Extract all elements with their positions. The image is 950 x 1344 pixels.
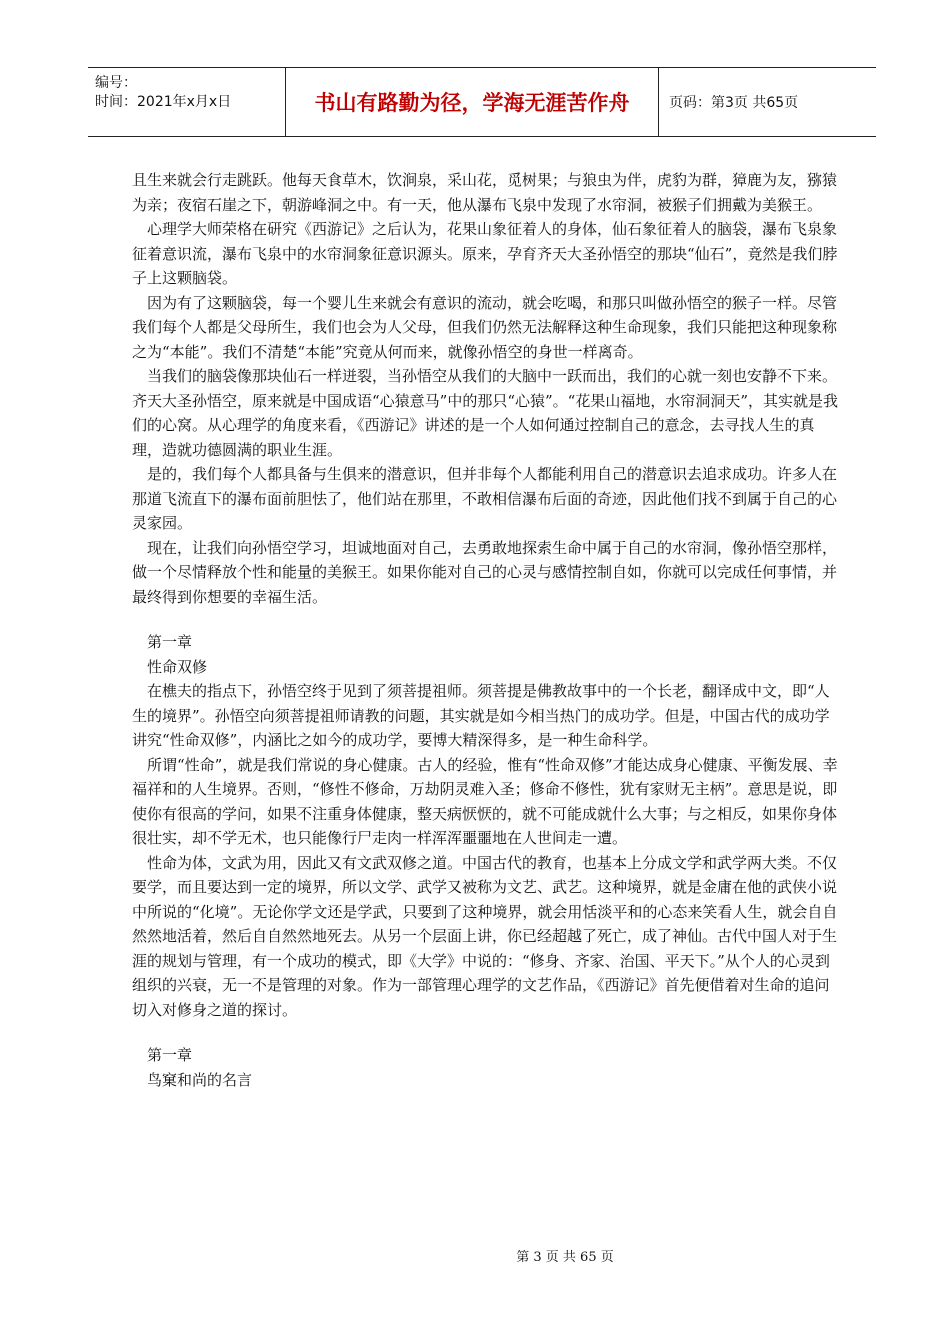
paragraph: 是的，我们每个人都具备与生俱来的潜意识，但并非每个人都能利用自己的潜意识去追求成功。许多人在那道飞流直下的瀑布面前胆怯了，他们站在那里，不敢相信瀑布后面的奇迹，因此他们找不到属于自己的心灵家园。 bbox=[132, 465, 838, 532]
section-title: 性命双修 bbox=[147, 657, 208, 676]
paragraph: 在樵夫的指点下，孙悟空终于见到了须菩提祖师。须菩提是佛教故事中的一个长老，翻译成中文，即“人生的境界”。孙悟空向须菩提祖师请教的问题，其实就是如今相当热门的成功学。但是，中国古代的成功学讲究“性命双修”，内涵比之如今的成功学，要博大精深得多，是一种生命科学。 bbox=[132, 682, 830, 749]
document-date: 时间：2021年x月x日 bbox=[95, 94, 232, 110]
paragraph: 因为有了这颗脑袋，每一个婴儿生来就会有意识的流动，就会吃喝，和那只叫做孙悟空的猴子一样。尽管我们每个人都是父母所生，我们也会为人父母，但我们仍然无法解释这种生命现象，我们只能把这种现象称之为“本能”。我们不清楚“本能”究竟从何而来，就像孙悟空的身世一样离奇。 bbox=[132, 293, 838, 361]
chapter-label: 第一章 bbox=[147, 633, 193, 651]
chapter-label: 第一章 bbox=[147, 1046, 193, 1064]
paragraph: 心理学大师荣格在研究《西游记》之后认为，花果山象征着人的身体，仙石象征着人的脑袋，瀑布飞泉象征着意识流，瀑布飞泉中的水帘洞象征意识源头。原来，孕育齐天大圣孙悟空的那块“仙石”，竟然是我们脖子上这颗脑袋。 bbox=[132, 220, 838, 287]
document-code: 编号： bbox=[95, 75, 137, 91]
document-body bbox=[132, 168, 840, 1092]
page-footer: 第 3 页 共 65 页 bbox=[516, 1250, 614, 1265]
page-header bbox=[88, 67, 876, 137]
spacer bbox=[132, 609, 840, 630]
paragraph: 现在，让我们向孙悟空学习，坦诚地面对自己，去勇敢地探索生命中属于自己的水帘洞，像孙悟空那样，做一个尽情释放个性和能量的美猴王。如果你能对自己的心灵与感情控制自如，你就可以完成任何事情，并最终得到你想要的幸福生活。 bbox=[132, 538, 838, 606]
spacer bbox=[132, 1022, 840, 1043]
paragraph: 所谓“性命”，就是我们常说的身心健康。古人的经验，惟有“性命双修”才能达成身心健康、平衡发展、幸福祥和的人生境界。否则，“修性不修命，万劫阴灵难入圣；修命不修性，犹有家财无主柄”。意思是说，即使你有很高的学问，如果不注重身体健康，整天病恹恹的，就不可能成就什么大事；与之相反，如果你身体很壮实，却不学无术，也只能像行尸走肉一样浑浑噩噩地在人世间走一遭。 bbox=[132, 755, 838, 847]
header-motto: 书山有路勤为径，学海无涯苦作舟 bbox=[286, 68, 659, 136]
section-title: 鸟窠和尚的名言 bbox=[147, 1070, 253, 1089]
paragraph: 性命为体，文武为用，因此又有文武双修之道。中国古代的教育，也基本上分成文学和武学两大类。不仅要学，而且要达到一定的境界，所以文学、武学又被称为文艺、武艺。这种境界，就是金庸在他的武侠小说中所说的“化境”。无论你学文还是学武，只要到了这种境界，就会用恬淡平和的心态来笑看人生，就会自自然然地活着，然后自自然然地死去。从另一个层面上讲，你已经超越了死亡，成了神仙。古代中国人对于生涯的规划与管理，有一个成功的模式，即《大学》中说的：“修身、齐家、治国、平天下。”从个人的心灵到组织的兴衰，无一不是管理的对象。作为一部管理心理学的文艺作品，《西游记》首先便借着对生命的追问切入对修身之道的探讨。 bbox=[132, 853, 838, 1019]
paragraph: 且生来就会行走跳跃。他每天食草木，饮涧泉，采山花，觅树果；与狼虫为伴，虎豹为群，獐鹿为友，猕猿为亲；夜宿石崖之下，朝游峰洞之中。有一天，他从瀑布飞泉中发现了水帘洞，被猴子们拥戴为美猴王。 bbox=[132, 171, 838, 214]
paragraph: 当我们的脑袋像那块仙石一样迸裂，当孙悟空从我们的大脑中一跃而出，我们的心就一刻也安静不下来。齐天大圣孙悟空，原来就是中国成语“心猿意马”中的那只“心猿”。“花果山福地，水帘洞洞天”，其实就是我们的心窝。从心理学的角度来看，《西游记》讲述的是一个人如何通过控制自己的意念，去寻找人生的真理，造就功德圆满的职业生涯。 bbox=[132, 367, 839, 459]
header-meta bbox=[88, 68, 286, 136]
header-page-number: 页码：第3页 共65页 bbox=[669, 95, 799, 111]
